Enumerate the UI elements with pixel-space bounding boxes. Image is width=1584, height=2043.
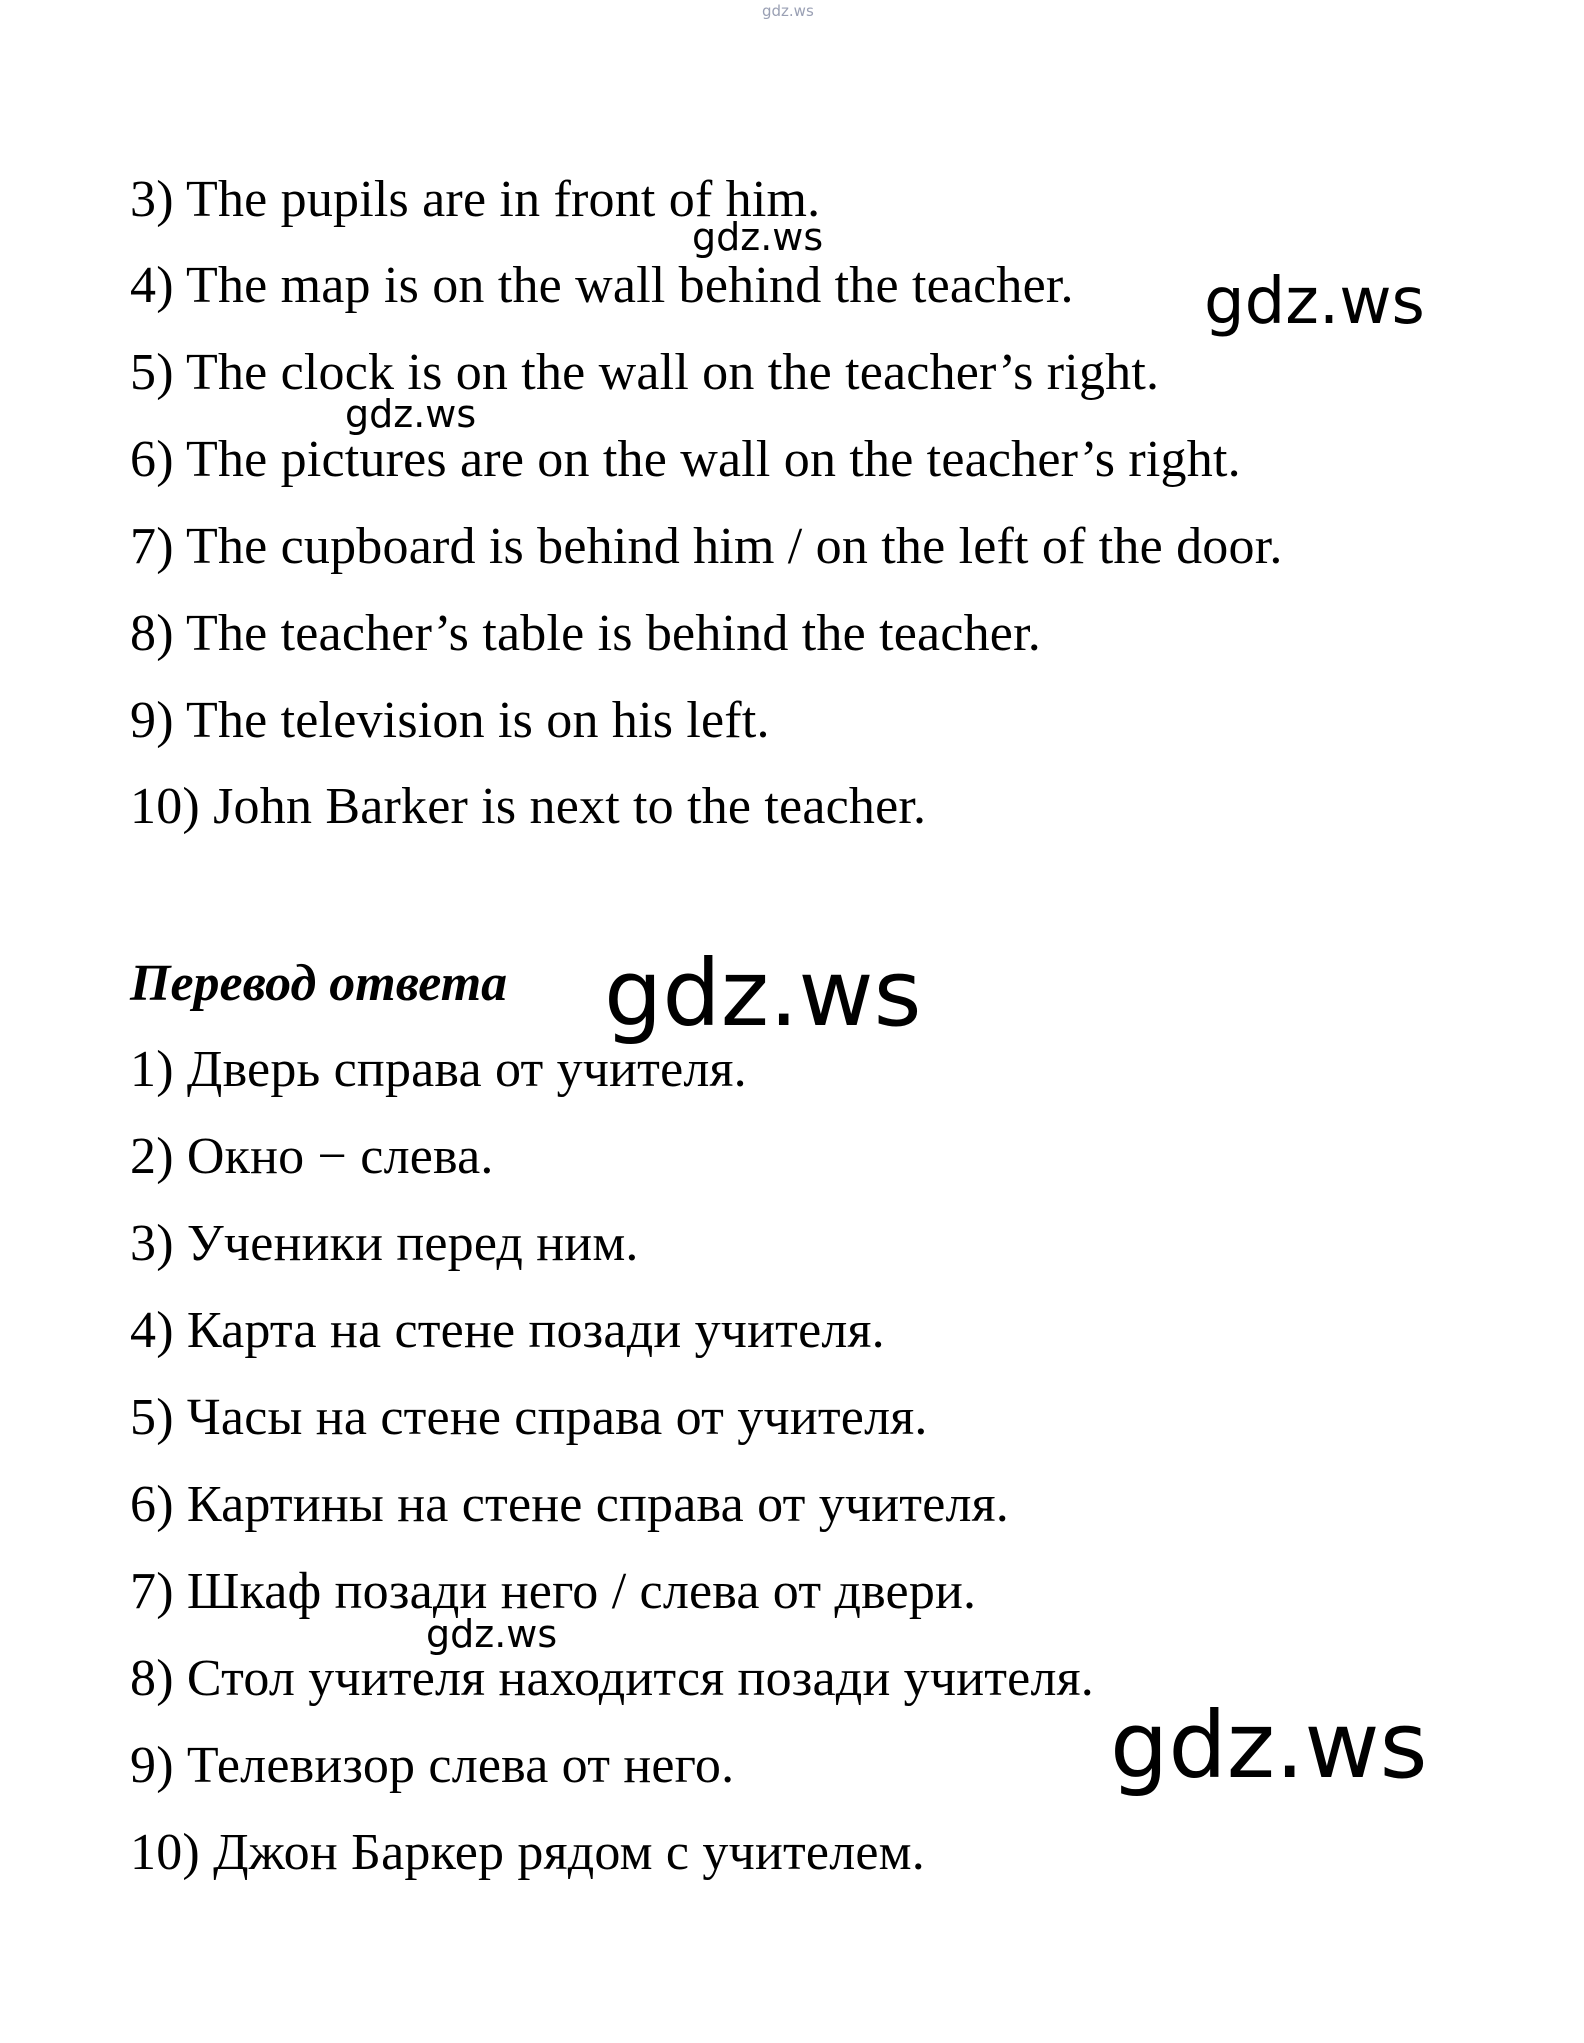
translation-heading: Перевод ответа (130, 955, 508, 1012)
russian-answer-4: 4) Карта на стене позади учителя. (130, 1302, 885, 1359)
watermark: gdz.ws (426, 1612, 558, 1656)
english-answer-8: 8) The teacher’s table is behind the teacher. (130, 605, 1041, 662)
english-answer-9: 9) The television is on his left. (130, 692, 770, 749)
russian-answer-2: 2) Окно − слева. (130, 1128, 494, 1185)
watermark-top: gdz.ws (762, 2, 814, 20)
english-answer-10: 10) John Barker is next to the teacher. (130, 778, 927, 835)
english-answer-7: 7) The cupboard is behind him / on the left of the door. (130, 518, 1283, 575)
watermark: gdz.ws (1110, 1692, 1428, 1799)
russian-answer-1: 1) Дверь справа от учителя. (130, 1041, 747, 1098)
english-answer-4: 4) The map is on the wall behind the teacher. (130, 257, 1074, 314)
watermark: gdz.ws (1204, 265, 1425, 339)
russian-answer-10: 10) Джон Баркер рядом с учителем. (130, 1824, 925, 1881)
watermark: gdz.ws (604, 940, 922, 1047)
watermark: gdz.ws (692, 215, 824, 259)
english-answer-6: 6) The pictures are on the wall on the teacher’s right. (130, 431, 1241, 488)
russian-answer-6: 6) Картины на стене справа от учителя. (130, 1476, 1009, 1533)
russian-answer-9: 9) Телевизор слева от него. (130, 1737, 735, 1794)
russian-answer-5: 5) Часы на стене справа от учителя. (130, 1389, 928, 1446)
watermark: gdz.ws (345, 392, 477, 436)
english-answer-3: 3) The pupils are in front of him. (130, 171, 821, 228)
english-answer-5: 5) The clock is on the wall on the teacher’s right. (130, 344, 1160, 401)
russian-answer-3: 3) Ученики перед ним. (130, 1215, 639, 1272)
russian-answer-7: 7) Шкаф позади него / слева от двери. (130, 1563, 977, 1620)
russian-answer-8: 8) Стол учителя находится позади учителя. (130, 1650, 1094, 1707)
